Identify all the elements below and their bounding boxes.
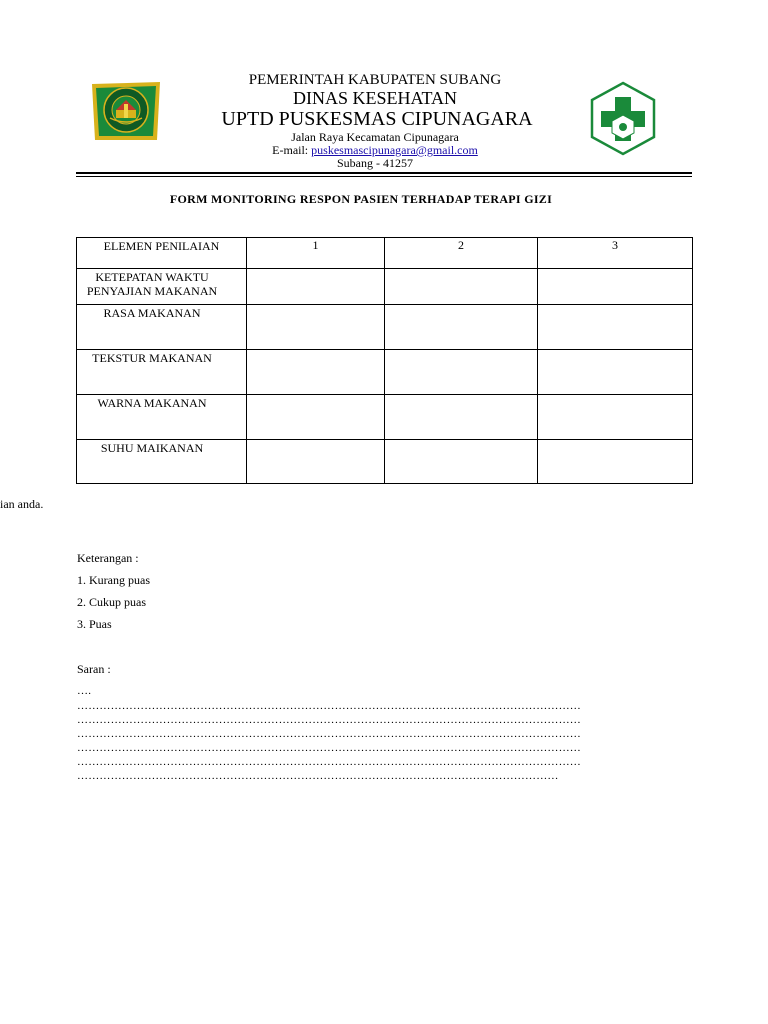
row-label [77, 350, 247, 395]
column-header: 3 [538, 238, 693, 269]
row-label [77, 269, 247, 305]
legend-item: 3. Puas [77, 617, 112, 631]
form-title: FORM MONITORING RESPON PASIEN TERHADAP TERAPI GIZI [169, 192, 553, 206]
suggestion-label: Saran : [77, 662, 111, 676]
email-label: E-mail: [272, 143, 312, 157]
row-label [77, 395, 247, 440]
rating-cell-3[interactable] [538, 269, 693, 305]
column-header: ELEMEN PENILAIAN [77, 238, 247, 269]
column-header: 1 [247, 238, 385, 269]
column-header: 2 [385, 238, 538, 269]
subang-emblem-icon [90, 80, 162, 142]
rating-cell-2[interactable] [385, 440, 538, 484]
header-government: PEMERINTAH KABUPATEN SUBANG [248, 72, 502, 88]
table-row [77, 440, 693, 484]
rating-cell-1[interactable] [247, 395, 385, 440]
email-link[interactable]: puskesmascipunagara@gmail.com [311, 143, 478, 157]
rating-cell-1[interactable] [247, 350, 385, 395]
rating-cell-2[interactable] [385, 395, 538, 440]
header-divider [76, 172, 692, 174]
row-label-text: RASA MAKANAN [103, 306, 201, 320]
suggestion-line[interactable]: ……………………………………………………………………………………………………………………… [77, 700, 581, 712]
puskesmas-cross-icon [590, 81, 656, 156]
legend-item: 1. Kurang puas [77, 573, 150, 587]
suggestion-line[interactable]: ……………………………………………………………………………………………………………………… [77, 742, 581, 754]
rating-cell-3[interactable] [538, 305, 693, 350]
rating-cell-1[interactable] [247, 305, 385, 350]
header-institution: UPTD PUSKESMAS CIPUNAGARA [221, 108, 533, 130]
rating-cell-2[interactable] [385, 350, 538, 395]
suggestion-line[interactable]: ………………………………………………………………………………………………………………… [77, 770, 559, 782]
rating-cell-2[interactable] [385, 305, 538, 350]
table-header-row [77, 238, 693, 269]
rating-cell-3[interactable] [538, 350, 693, 395]
legend-item: 2. Cukup puas [77, 595, 146, 609]
rating-cell-2[interactable] [385, 269, 538, 305]
rating-cell-3[interactable] [538, 440, 693, 484]
suggestion-line[interactable]: …. [77, 685, 92, 697]
suggestion-line[interactable]: ……………………………………………………………………………………………………………………… [77, 728, 581, 740]
rating-cell-3[interactable] [538, 395, 693, 440]
table-row [77, 269, 693, 305]
table-row [77, 305, 693, 350]
table-row [77, 350, 693, 395]
row-label [77, 440, 247, 484]
rating-cell-1[interactable] [247, 269, 385, 305]
truncated-text: ian anda. [0, 497, 44, 511]
legend-title: Keterangan : [77, 551, 139, 565]
header-department: DINAS KESEHATAN [292, 88, 458, 108]
row-label-text: WARNA MAKANAN [97, 396, 207, 410]
header-divider-thin [76, 176, 692, 177]
rating-cell-1[interactable] [247, 440, 385, 484]
row-label-text: KETEPATAN WAKTU PENYAJIAN MAKANAN [86, 270, 218, 298]
suggestion-line[interactable]: ……………………………………………………………………………………………………………………… [77, 756, 581, 768]
row-label-text: SUHU MAIKANAN [100, 441, 204, 455]
row-label [77, 305, 247, 350]
row-label-text: TEKSTUR MAKANAN [92, 351, 212, 365]
table-row [77, 395, 693, 440]
header-address: Jalan Raya Kecamatan Cipunagara [291, 130, 459, 144]
assessment-table [76, 237, 693, 484]
suggestion-line[interactable]: ……………………………………………………………………………………………………………………… [77, 714, 581, 726]
header-postal: Subang - 41257 [337, 156, 413, 170]
